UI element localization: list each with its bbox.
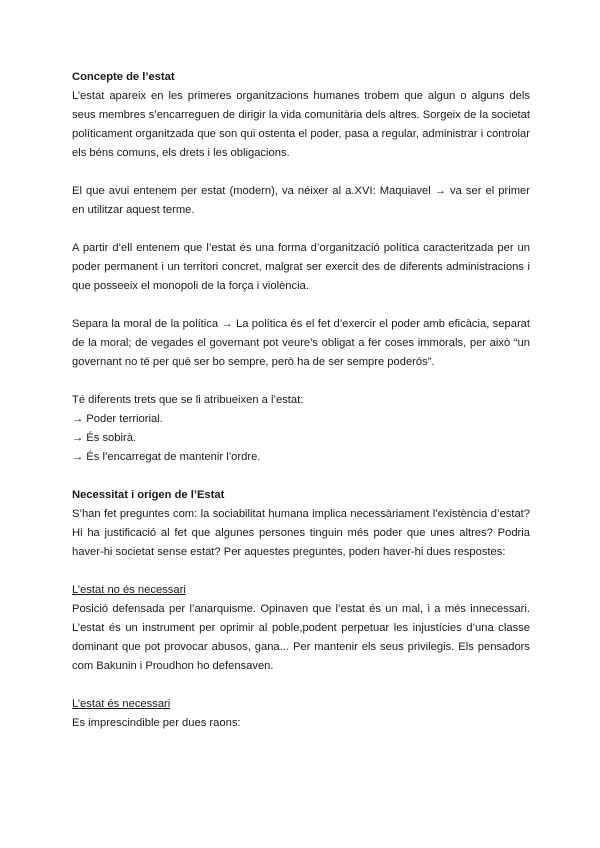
document-content [72,68,530,733]
paragraph-text: Es imprescindible per dues raons: [72,717,241,729]
paragraph-text: Té diferents trets que se li atribueixen a l’estat: [72,394,304,406]
list-item: → És l’encarregat de mantenir l’ordre. [72,451,261,463]
paragraph-necessitat-1 [72,505,530,562]
paragraph-text: S’han fet preguntes com: la sociabilitat humana implica necessàriament l’existència d’estat? Hi ha justificació al fet que algunes persones tinguin més poder que unes altres? Podria haver-hi societat sense estat? Per aquestes preguntes, poden haver-hi dues respostes: [72,508,530,558]
paragraph-necessari [72,714,530,733]
subheading-necessari: L’estat és necessari [72,698,171,710]
heading-necessitat: Necessitat i origen de l’Estat [72,489,225,501]
list-item: → És sobirà. [72,432,137,444]
paragraph-text: Posició defensada per l’anarquisme. Opinaven que l’estat és un mal, i a més innecessari. L’estat és un instrument per oprimir al poble,podent perpetuar les injustícies d’una classe dominant que pot provocar abusos, gana... Per mantenir els seus privilegis. Els pensadors com Bakunin i Proudhon ho defensaven. [72,603,530,672]
heading-concepte: Concepte de l’estat [72,71,175,83]
paragraph-text: El que avui entenem per estat (modern), va néixer al a.XVI: Maquiavel → va ser el primer en utilitzar aquest terme. [72,185,530,216]
paragraph-concepte-4 [72,315,530,372]
list-item: → Poder terriorial. [72,413,163,425]
paragraph-concepte-3 [72,239,530,296]
paragraph-concepte-1 [72,87,530,163]
paragraph-concepte-5 [72,391,530,410]
paragraph-text: L’estat apareix en les primeres organitzacions humanes trobem que algun o alguns dels seus membres s’encarreguen de dirigir la vida comunitària dels altres. Sorgeix de la societat políticament organitzada que son qui ostenta el poder, pasa a regular, administrar i controlar els béns comuns, els drets i les obligacions. [72,90,530,159]
paragraph-no-necessari [72,600,530,676]
paragraph-text: Separa la moral de la política → La política és el fet d’exercir el poder amb eficàcia, separat de la moral; de vegades el governant pot veure’s obligat a fer coses immorals, per això “un governant no té per què ser bo sempre, però ha de ser sempre poderós”. [72,318,530,368]
subheading-no-necessari: L’estat no és necessari [72,584,186,596]
paragraph-text: A partir d’ell entenem que l’estat és una forma d’organització política caracteritzada per un poder permanent i un territori concret, malgrat ser exercit des de diferents administracions i que posseeix el monopoli de la força i violència. [72,242,530,292]
paragraph-concepte-2 [72,182,530,220]
